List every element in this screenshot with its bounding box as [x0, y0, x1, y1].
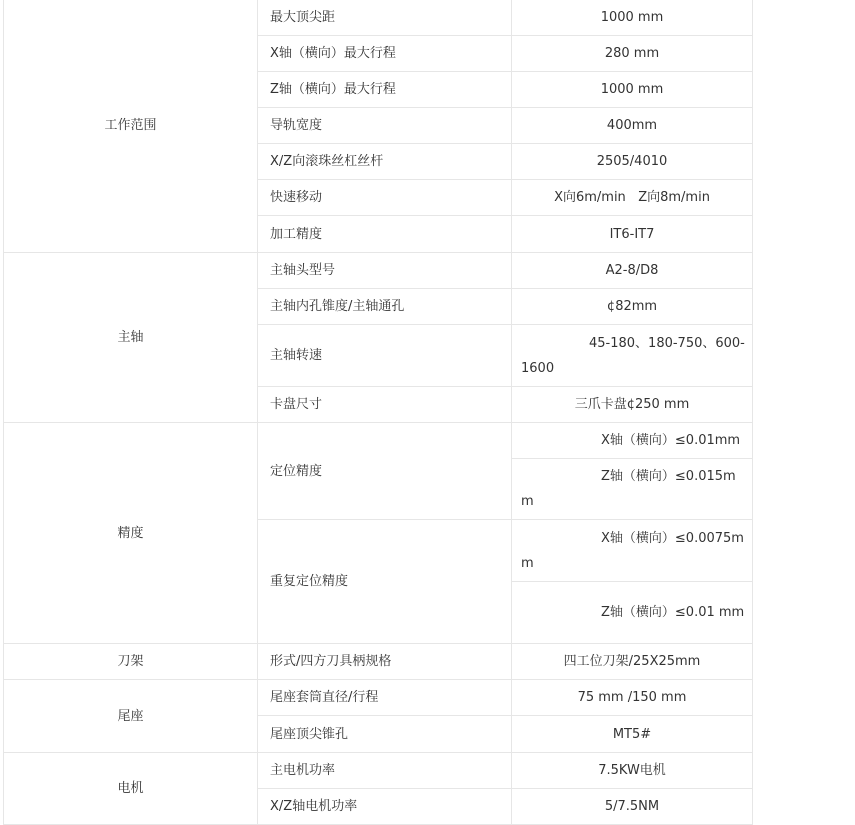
value-repeat-accuracy-x	[512, 520, 753, 582]
table-row	[4, 0, 753, 36]
param-rapid-traverse: 快速移动	[258, 180, 512, 216]
param-main-motor-power: 主电机功率	[258, 753, 512, 789]
param-repeat-positioning-accuracy: 重复定位精度	[258, 520, 512, 644]
param-tailstock-taper: 尾座顶尖锥孔	[258, 716, 512, 753]
param-spindle-bore: 主轴内孔锥度/主轴通孔	[258, 289, 512, 325]
value-tailstock-taper: MT5#	[512, 716, 753, 753]
table-row	[4, 680, 753, 716]
value-ball-screw: 2505/4010	[512, 144, 753, 180]
group-label-accuracy: 精度	[4, 423, 258, 644]
value-positioning-accuracy-x-text: X轴（横向）≤0.01mm	[601, 433, 741, 448]
param-chuck-size: 卡盘尺寸	[258, 387, 512, 423]
table-row	[4, 644, 753, 680]
value-positioning-accuracy-x	[512, 423, 753, 459]
value-spindle-speed-text: 45-180、180-750、600-1600	[521, 335, 745, 376]
value-positioning-accuracy-z-text: Z轴（横向）≤0.015mm	[521, 469, 736, 509]
value-z-max-travel: 1000 mm	[512, 72, 753, 108]
value-chuck-size: 三爪卡盘¢250 mm	[512, 387, 753, 423]
param-x-max-travel: X轴（横向）最大行程	[258, 36, 512, 72]
group-label-work-range: 工作范围	[4, 0, 258, 253]
group-label-spindle: 主轴	[4, 253, 258, 423]
value-x-max-travel: 280 mm	[512, 36, 753, 72]
param-max-center-distance: 最大顶尖距	[258, 0, 512, 36]
param-z-max-travel: Z轴（横向）最大行程	[258, 72, 512, 108]
value-positioning-accuracy-z	[512, 459, 753, 520]
param-quill-diameter: 尾座套筒直径/行程	[258, 680, 512, 716]
value-max-center-distance: 1000 mm	[512, 0, 753, 36]
table-row	[4, 253, 753, 289]
value-spindle-bore: ¢82mm	[512, 289, 753, 325]
value-main-motor-power: 7.5KW电机	[512, 753, 753, 789]
param-spindle-speed: 主轴转速	[258, 325, 512, 387]
param-tool-shank: 形式/四方刀具柄规格	[258, 644, 512, 680]
value-machining-accuracy: IT6-IT7	[512, 216, 753, 253]
value-xz-motor-power: 5/7.5NM	[512, 789, 753, 825]
param-spindle-nose: 主轴头型号	[258, 253, 512, 289]
value-spindle-speed	[512, 325, 753, 387]
group-label-tool-post: 刀架	[4, 644, 258, 680]
param-ball-screw: X/Z向滚珠丝杠丝杆	[258, 144, 512, 180]
group-label-tailstock: 尾座	[4, 680, 258, 753]
param-positioning-accuracy: 定位精度	[258, 423, 512, 520]
param-xz-motor-power: X/Z轴电机功率	[258, 789, 512, 825]
value-tool-shank: 四工位刀架/25X25mm	[512, 644, 753, 680]
value-rapid-traverse: X向6m/min Z向8m/min	[512, 180, 753, 216]
table-row	[4, 753, 753, 789]
value-spindle-nose: A2-8/D8	[512, 253, 753, 289]
param-machining-accuracy: 加工精度	[258, 216, 512, 253]
value-repeat-accuracy-z-text: Z轴（横向）≤0.01 mm	[601, 605, 745, 620]
param-guideway-width: 导轨宽度	[258, 108, 512, 144]
spec-table	[3, 0, 753, 825]
value-guideway-width: 400mm	[512, 108, 753, 144]
value-quill-diameter: 75 mm /150 mm	[512, 680, 753, 716]
table-row	[4, 423, 753, 459]
value-repeat-accuracy-z	[512, 582, 753, 644]
value-repeat-accuracy-x-text: X轴（横向）≤0.0075mm	[521, 530, 744, 571]
group-label-motor: 电机	[4, 753, 258, 825]
